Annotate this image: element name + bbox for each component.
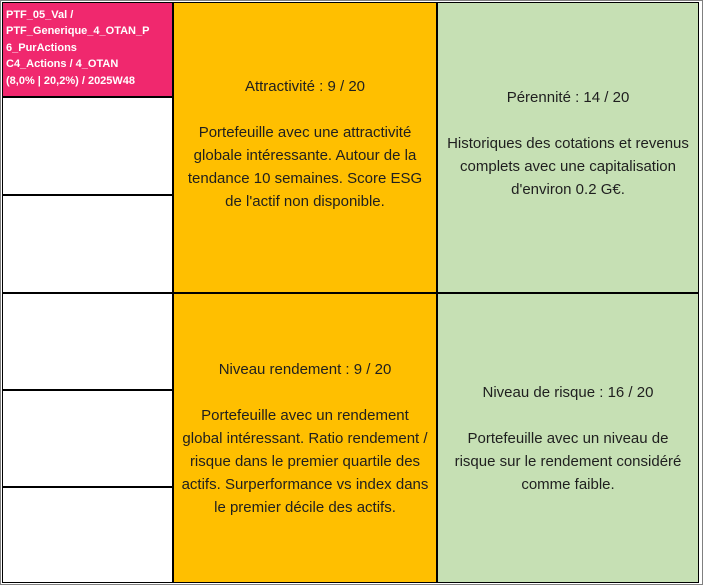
blank-cell-5	[2, 487, 173, 583]
attractivite-card	[173, 2, 437, 293]
blank-cell-3	[2, 293, 173, 390]
rendement-text: Portefeuille avec un rendement global intéressant. Ratio rendement / risque dans le premier quartile des actifs. Surperformance vs index dans le premier décile des actifs.	[181, 406, 429, 516]
blank-cell-1	[2, 97, 173, 195]
risque-heading: Niveau de risque : 16 / 20	[482, 383, 654, 401]
attractivite-heading: Attractivité : 9 / 20	[244, 77, 366, 95]
risque-card	[437, 293, 699, 583]
perennite-heading: Pérennité : 14 / 20	[506, 89, 630, 106]
risque-text: Portefeuille avec un niveau de risque sur le rendement considéré comme faible.	[454, 429, 682, 493]
attractivite-text: Portefeuille avec une attractivité globale intéressante. Autour de la tendance 10 semaines. Score ESG de l'actif non disponible.	[187, 123, 423, 210]
perennite-text: Historiques des cotations et revenus complets avec une capitalisation d'environ 0.2 G€.	[447, 135, 689, 198]
rendement-heading: Niveau rendement : 9 / 20	[218, 360, 392, 378]
blank-cell-2	[2, 195, 173, 293]
portfolio-title: PTF_05_Val / PTF_Generique_4_OTAN_P 6_PurActions C4_Actions / 4_OTAN (8,0% | 20,2%) / 2025W48	[2, 2, 173, 97]
blank-cell-4	[2, 390, 173, 487]
rendement-card	[173, 293, 437, 583]
perennite-card	[437, 2, 699, 293]
